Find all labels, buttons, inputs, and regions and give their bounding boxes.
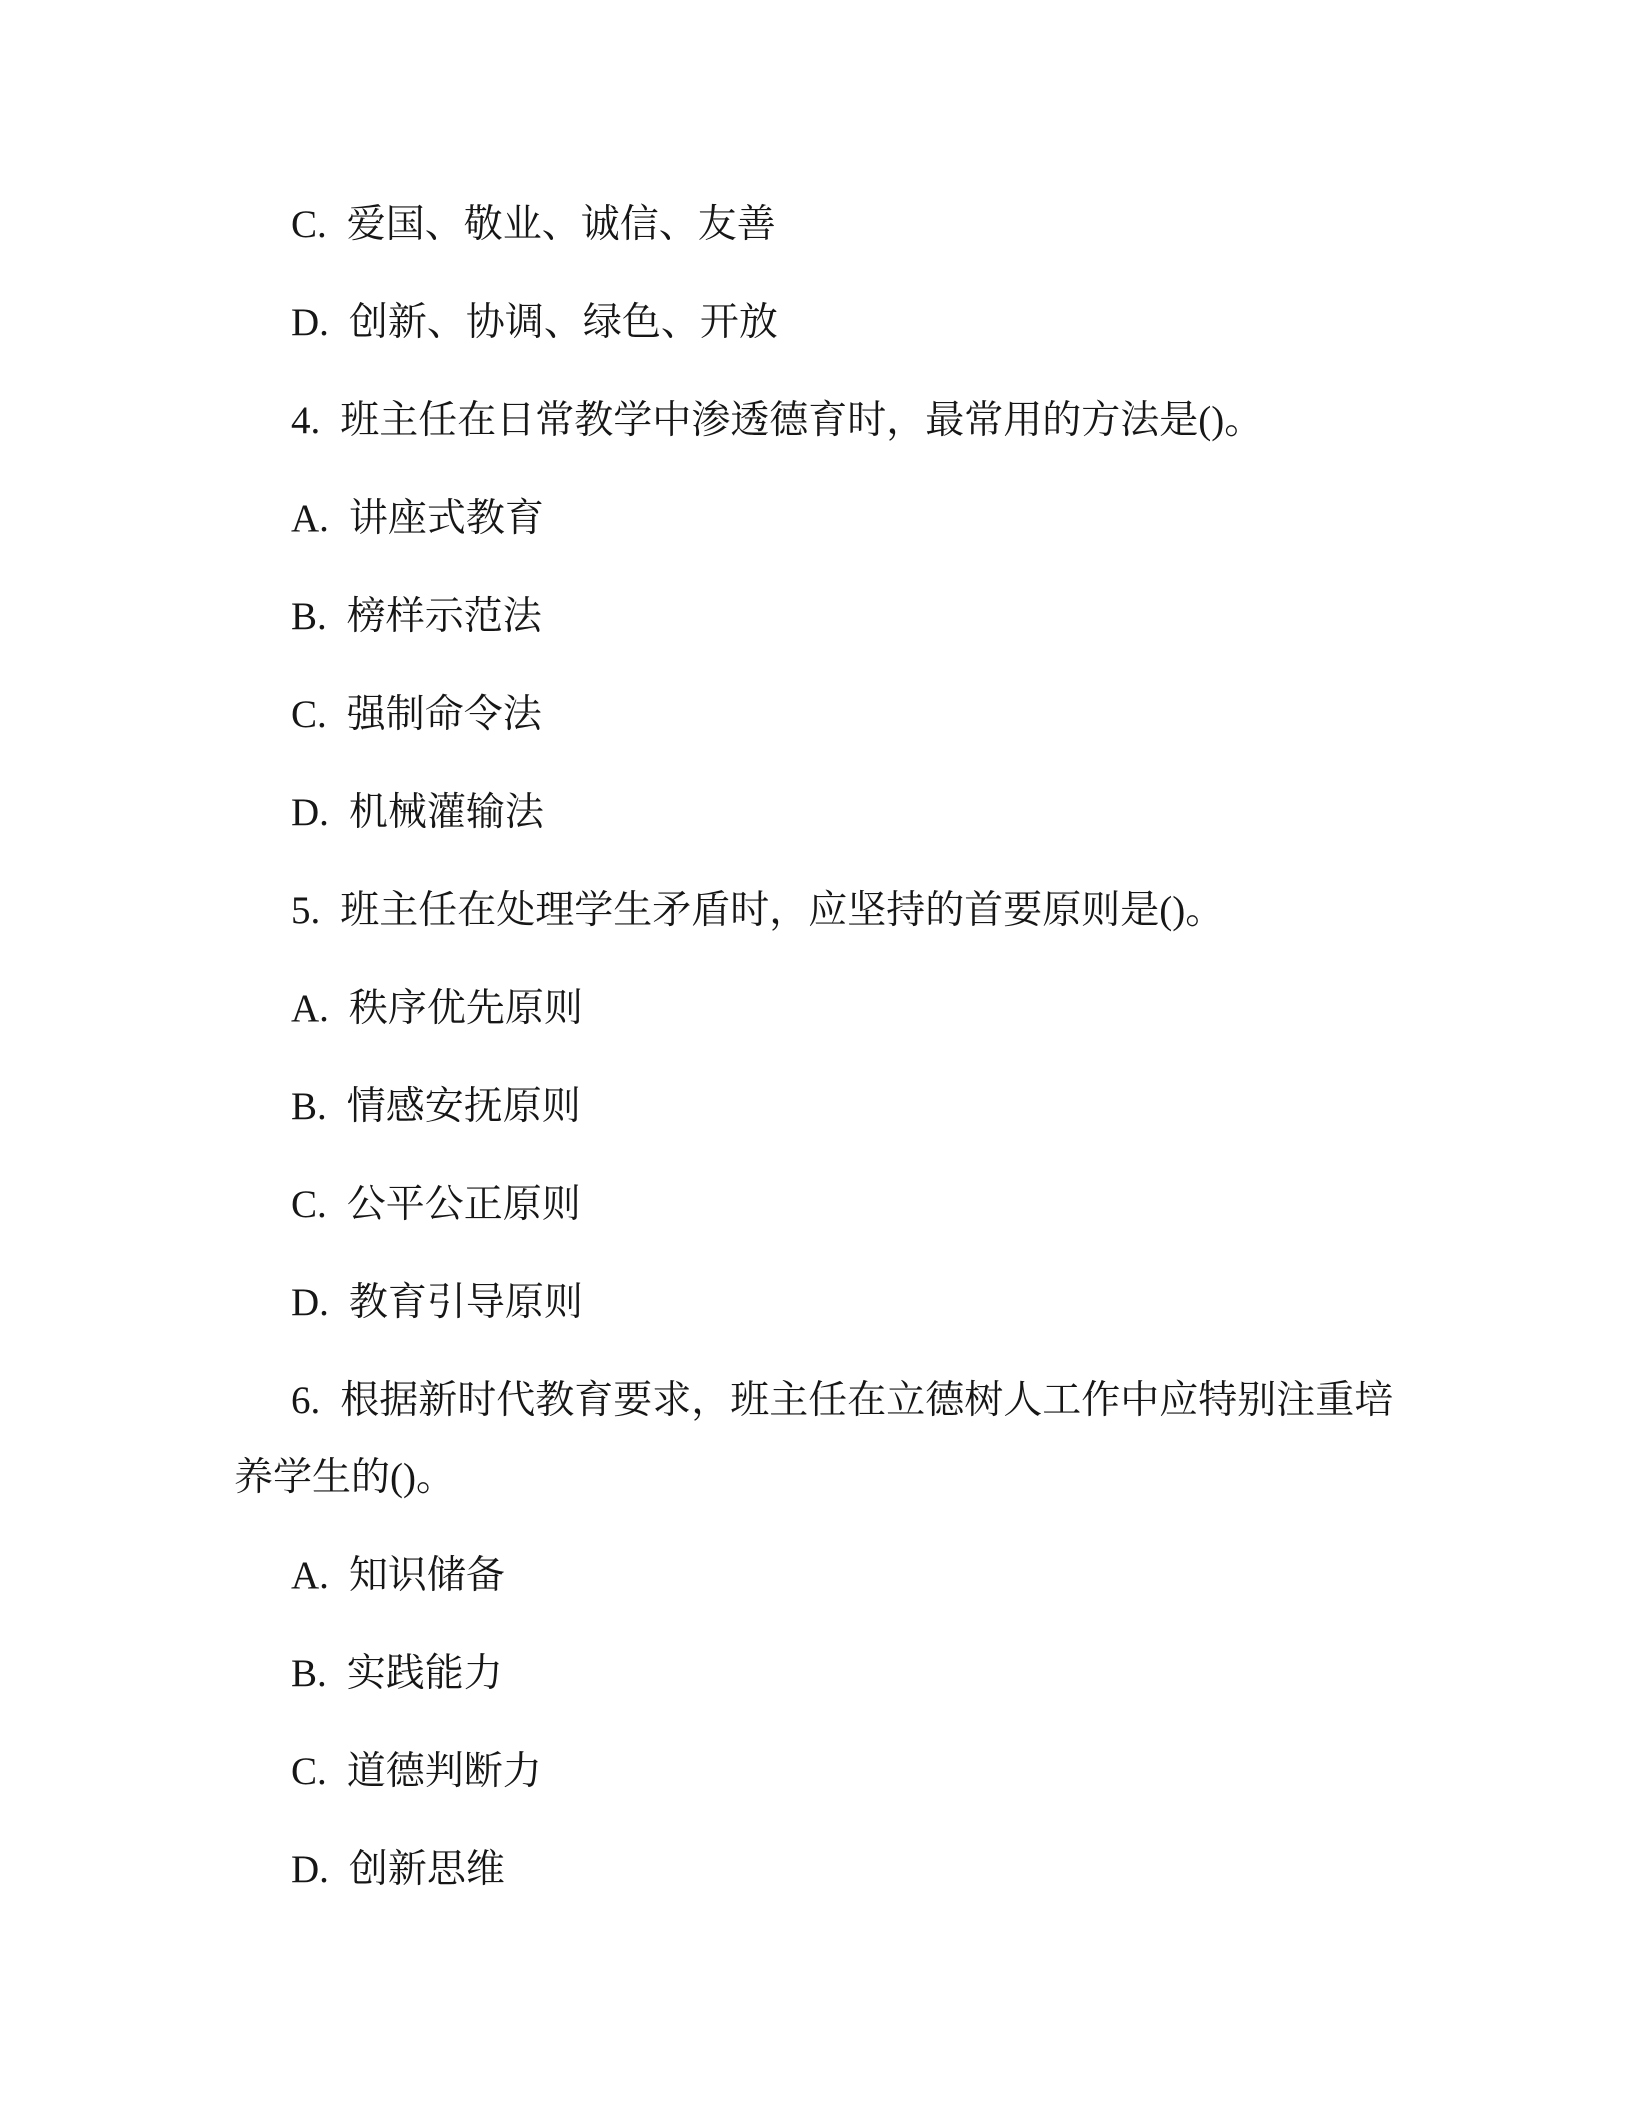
option-line: [234, 284, 1404, 361]
option-text: 实践能力: [346, 1652, 503, 1695]
question-number: 5.: [291, 889, 321, 932]
option-text: 公平公正原则: [346, 1183, 581, 1226]
question-stem: 根据新时代教育要求，班主任在立德树人工作中应特别注重培养学生的()。: [234, 1379, 1394, 1499]
option-label: D.: [291, 301, 329, 344]
option-line: [234, 578, 1404, 655]
option-text: 爱国、敬业、诚信、友善: [346, 203, 776, 246]
option-line: [234, 1537, 1404, 1614]
option-label: D.: [291, 1281, 329, 1324]
option-label: A.: [291, 1554, 329, 1597]
option-line: [234, 186, 1404, 263]
question-line: [234, 1362, 1404, 1516]
option-text: 教育引导原则: [348, 1281, 583, 1324]
option-label: C.: [291, 203, 327, 246]
option-line: [234, 1635, 1404, 1712]
option-line: [234, 970, 1404, 1047]
option-line: [234, 774, 1404, 851]
option-line: [234, 676, 1404, 753]
option-text: 创新思维: [348, 1848, 505, 1891]
option-text: 创新、协调、绿色、开放: [348, 301, 778, 344]
option-label: A.: [291, 497, 329, 540]
question-line: [234, 872, 1404, 949]
option-label: B.: [291, 1085, 327, 1128]
option-line: [234, 1264, 1404, 1341]
option-line: [234, 1733, 1404, 1810]
option-text: 道德判断力: [346, 1750, 542, 1793]
option-text: 榜样示范法: [346, 595, 542, 638]
option-label: D.: [291, 791, 329, 834]
option-text: 机械灌输法: [348, 791, 544, 834]
option-text: 讲座式教育: [348, 497, 544, 540]
option-text: 强制命令法: [346, 693, 542, 736]
option-label: C.: [291, 1750, 327, 1793]
option-text: 知识储备: [348, 1554, 505, 1597]
option-line: [234, 1068, 1404, 1145]
option-label: B.: [291, 1652, 327, 1695]
question-stem: 班主任在日常教学中渗透德育时，最常用的方法是()。: [340, 399, 1264, 442]
option-label: A.: [291, 987, 329, 1030]
option-label: C.: [291, 693, 327, 736]
question-line: [234, 382, 1404, 459]
option-label: C.: [291, 1183, 327, 1226]
question-number: 4.: [291, 399, 321, 442]
option-text: 秩序优先原则: [348, 987, 583, 1030]
option-line: [234, 1831, 1404, 1908]
option-label: D.: [291, 1848, 329, 1891]
question-number: 6.: [291, 1379, 321, 1422]
option-text: 情感安抚原则: [346, 1085, 581, 1128]
question-stem: 班主任在处理学生矛盾时，应坚持的首要原则是()。: [340, 889, 1225, 932]
option-line: [234, 480, 1404, 557]
option-label: B.: [291, 595, 327, 638]
option-line: [234, 1166, 1404, 1243]
